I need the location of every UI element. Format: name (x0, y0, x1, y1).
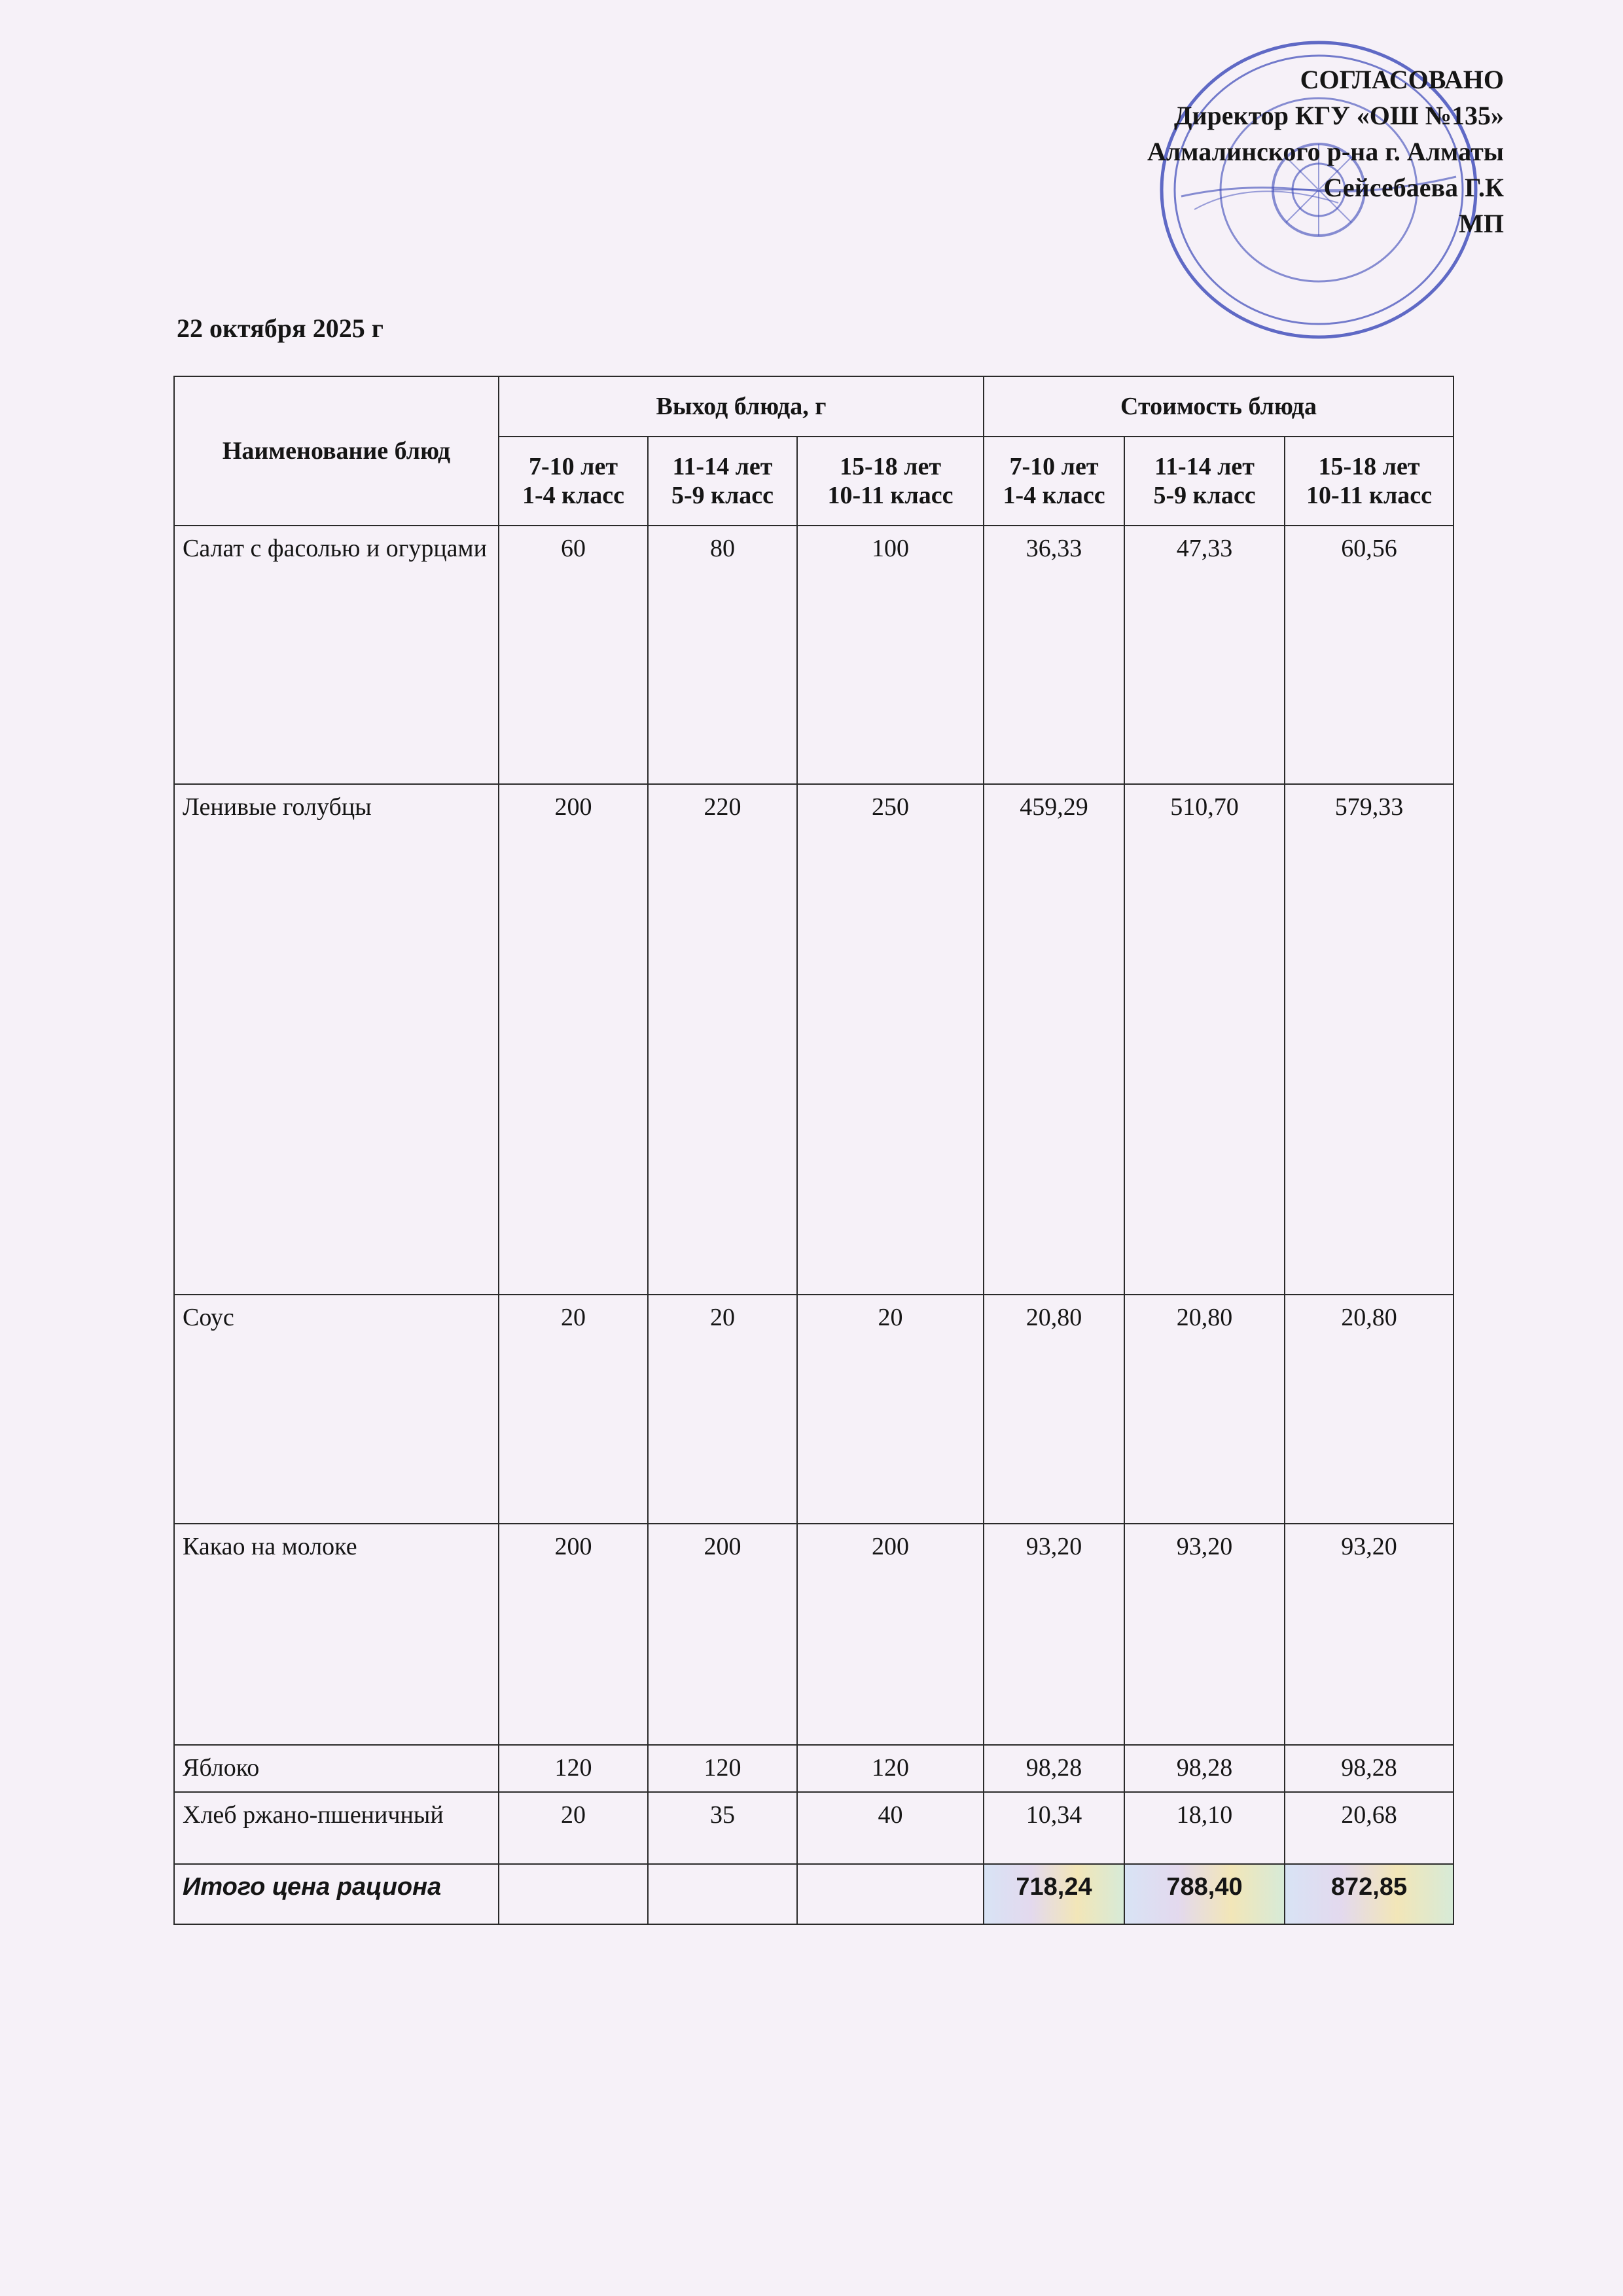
yield-cell: 200 (499, 1524, 648, 1745)
empty-cell (797, 1864, 984, 1924)
yield-cell: 200 (499, 784, 648, 1295)
cost-cell: 98,28 (984, 1745, 1124, 1792)
total-cost-cell: 872,85 (1285, 1864, 1454, 1924)
cost-cell: 98,28 (1285, 1745, 1454, 1792)
empty-cell (648, 1864, 797, 1924)
yield-cell: 60 (499, 526, 648, 784)
table-row (174, 526, 1454, 784)
yield-cell: 250 (797, 784, 984, 1295)
yield-cell: 20 (797, 1295, 984, 1524)
yield-cell: 100 (797, 526, 984, 784)
document-date: 22 октября 2025 г (177, 314, 383, 343)
cost-cell: 510,70 (1124, 784, 1285, 1295)
total-row (174, 1864, 1454, 1924)
cost-cell: 10,34 (984, 1792, 1124, 1864)
header-age: 7-10 лет 1-4 класс (984, 437, 1124, 526)
yield-cell: 200 (797, 1524, 984, 1745)
table-row (174, 1524, 1454, 1745)
table-row (174, 1295, 1454, 1524)
yield-cell: 40 (797, 1792, 984, 1864)
yield-cell: 120 (499, 1745, 648, 1792)
yield-cell: 20 (499, 1792, 648, 1864)
table-row (174, 1792, 1454, 1864)
cost-cell: 20,80 (1285, 1295, 1454, 1524)
total-label: Итого цена рациона (174, 1864, 499, 1924)
cost-cell: 47,33 (1124, 526, 1285, 784)
header-cost-group: Стоимость блюда (984, 376, 1454, 437)
header-age: 15-18 лет 10-11 класс (1285, 437, 1454, 526)
total-cost-cell: 718,24 (984, 1864, 1124, 1924)
yield-cell: 20 (648, 1295, 797, 1524)
approval-signatory: Сейсебаева Г.К (1323, 173, 1504, 202)
header-age: 7-10 лет 1-4 класс (499, 437, 648, 526)
yield-cell: 120 (797, 1745, 984, 1792)
approval-block (1147, 62, 1504, 242)
yield-cell: 120 (648, 1745, 797, 1792)
header-age: 11-14 лет 5-9 класс (648, 437, 797, 526)
header-yield-group: Выход блюда, г (499, 376, 984, 437)
cost-cell: 579,33 (1285, 784, 1454, 1295)
yield-cell: 20 (499, 1295, 648, 1524)
header-row-groups (174, 376, 1454, 437)
approval-director: Директор КГУ «ОШ №135» (1173, 101, 1504, 130)
cost-cell: 20,80 (984, 1295, 1124, 1524)
dish-name: Салат с фасолью и огурцами (174, 526, 499, 784)
cost-cell: 18,10 (1124, 1792, 1285, 1864)
cost-cell: 93,20 (1285, 1524, 1454, 1745)
yield-cell: 35 (648, 1792, 797, 1864)
dish-name: Ленивые голубцы (174, 784, 499, 1295)
approval-mp: МП (1459, 209, 1504, 238)
dish-name: Соус (174, 1295, 499, 1524)
dish-name: Какао на молоке (174, 1524, 499, 1745)
cost-cell: 93,20 (1124, 1524, 1285, 1745)
header-age: 15-18 лет 10-11 класс (797, 437, 984, 526)
cost-cell: 20,68 (1285, 1792, 1454, 1864)
cost-cell: 20,80 (1124, 1295, 1285, 1524)
cost-cell: 60,56 (1285, 526, 1454, 784)
cost-cell: 36,33 (984, 526, 1124, 784)
table-row (174, 784, 1454, 1295)
header-dish: Наименование блюд (174, 376, 499, 526)
approval-district: Алмалинского р-на г. Алматы (1147, 137, 1504, 166)
approval-title: СОГЛАСОВАНО (1300, 65, 1504, 94)
empty-cell (499, 1864, 648, 1924)
dish-name: Хлеб ржано-пшеничный (174, 1792, 499, 1864)
table-row (174, 1745, 1454, 1792)
yield-cell: 80 (648, 526, 797, 784)
cost-cell: 98,28 (1124, 1745, 1285, 1792)
yield-cell: 220 (648, 784, 797, 1295)
total-cost-cell: 788,40 (1124, 1864, 1285, 1924)
dish-name: Яблоко (174, 1745, 499, 1792)
header-age: 11-14 лет 5-9 класс (1124, 437, 1285, 526)
menu-table (173, 376, 1454, 1925)
cost-cell: 459,29 (984, 784, 1124, 1295)
yield-cell: 200 (648, 1524, 797, 1745)
cost-cell: 93,20 (984, 1524, 1124, 1745)
